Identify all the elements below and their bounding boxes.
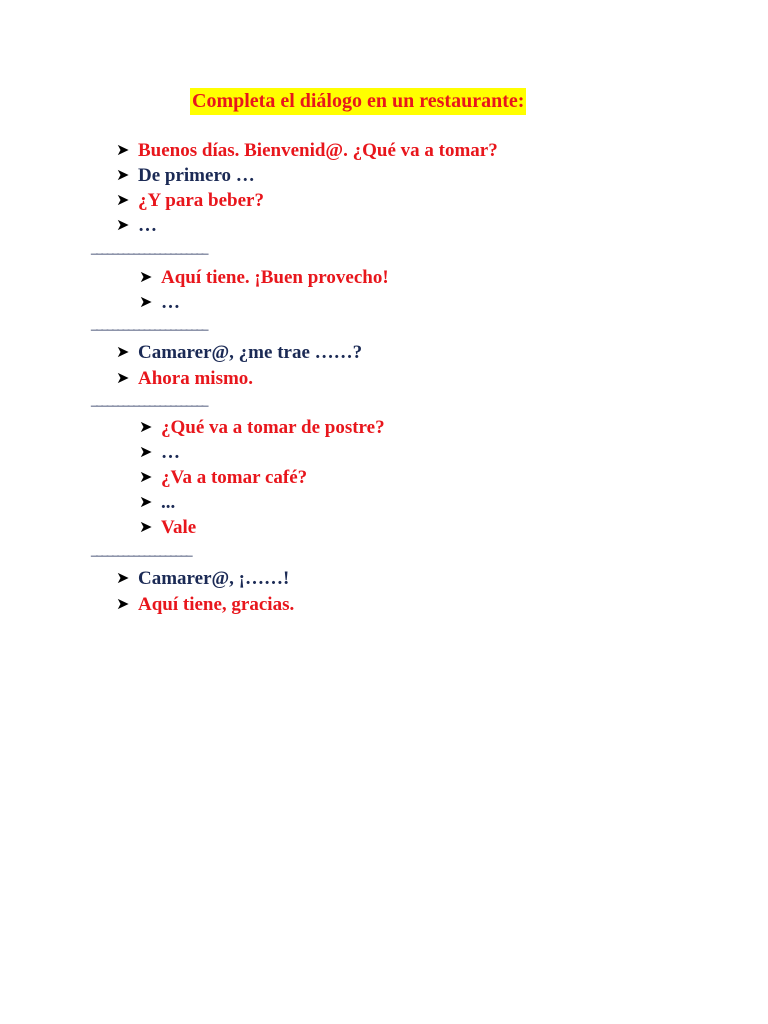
right-arrowhead-icon: ➤ bbox=[139, 417, 153, 436]
dialogue-text: Aquí tiene, gracias. bbox=[138, 594, 295, 615]
dialogue-text: ¿Va a tomar café? bbox=[161, 467, 308, 488]
dialogue-text: Vale bbox=[161, 517, 197, 538]
dialogue-text: ¿Qué va a tomar de postre? bbox=[161, 417, 385, 438]
dialogue-line bbox=[116, 212, 157, 238]
right-arrowhead-icon: ➤ bbox=[116, 140, 130, 159]
dialogue-line bbox=[139, 414, 385, 440]
right-arrowhead-icon: ➤ bbox=[116, 165, 130, 184]
right-arrowhead-icon: ➤ bbox=[139, 292, 153, 311]
right-arrowhead-icon: ➤ bbox=[139, 517, 153, 536]
right-arrowhead-icon: ➤ bbox=[116, 568, 130, 587]
dialogue-text: … bbox=[161, 442, 180, 463]
separator-line: ______________________ bbox=[91, 393, 208, 407]
dialogue-text: De primero … bbox=[138, 165, 255, 186]
dialogue-line bbox=[139, 264, 389, 290]
right-arrowhead-icon: ➤ bbox=[139, 442, 153, 461]
dialogue-text: Ahora mismo. bbox=[138, 368, 254, 389]
dialogue-line bbox=[139, 514, 196, 540]
right-arrowhead-icon: ➤ bbox=[116, 342, 130, 361]
dialogue-line bbox=[139, 489, 175, 515]
dialogue-text: Camarer@, ¿me trae ……? bbox=[138, 342, 363, 363]
dialogue-text: ¿Y para beber? bbox=[138, 190, 264, 211]
separator-line: ___________________ bbox=[91, 543, 192, 557]
right-arrowhead-icon: ➤ bbox=[116, 594, 130, 613]
dialogue-line bbox=[116, 339, 362, 365]
dialogue-line bbox=[139, 439, 180, 465]
page-title: Completa el diálogo en un restaurante: bbox=[190, 88, 526, 115]
dialogue-text: … bbox=[138, 215, 157, 236]
right-arrowhead-icon: ➤ bbox=[116, 368, 130, 387]
dialogue-text: Aquí tiene. ¡Buen provecho! bbox=[161, 267, 389, 288]
dialogue-line bbox=[139, 464, 307, 490]
right-arrowhead-icon: ➤ bbox=[116, 215, 130, 234]
dialogue-text: Buenos días. Bienvenid@. ¿Qué va a tomar? bbox=[138, 140, 498, 161]
right-arrowhead-icon: ➤ bbox=[116, 190, 130, 209]
separator-line: ______________________ bbox=[91, 241, 208, 255]
dialogue-line bbox=[116, 187, 264, 213]
right-arrowhead-icon: ➤ bbox=[139, 267, 153, 286]
dialogue-line bbox=[116, 162, 255, 188]
dialogue-text: … bbox=[161, 292, 180, 313]
dialogue-line bbox=[116, 365, 253, 391]
dialogue-text: ... bbox=[161, 492, 176, 513]
right-arrowhead-icon: ➤ bbox=[139, 467, 153, 486]
dialogue-line bbox=[116, 591, 294, 617]
dialogue-text: Camarer@, ¡……! bbox=[138, 568, 290, 589]
dialogue-line bbox=[116, 137, 498, 163]
dialogue-line bbox=[139, 289, 180, 315]
separator-line: ______________________ bbox=[91, 317, 208, 331]
right-arrowhead-icon: ➤ bbox=[139, 492, 153, 511]
dialogue-line bbox=[116, 565, 289, 591]
